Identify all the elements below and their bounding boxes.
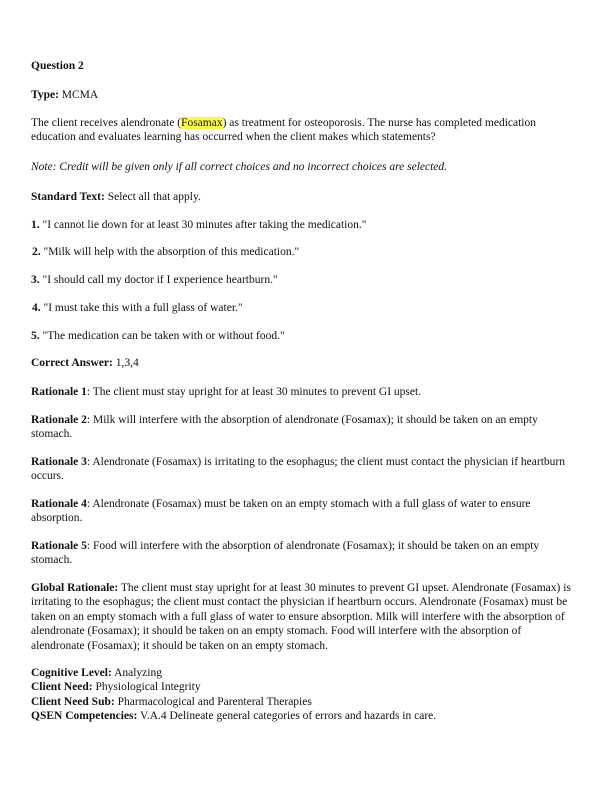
option-number: 4. [32,302,41,314]
meta-label: Cognitive Level: [31,667,112,679]
question-type [31,88,571,102]
rationale-2 [31,413,571,442]
stem-highlighted-drug: Fosamax [181,117,223,129]
option-4 [32,301,572,315]
standard-text-value: Select all that apply. [107,191,201,203]
option-text: "I must take this with a full glass of water." [43,302,243,314]
option-number: 3. [31,274,40,286]
client-need [31,680,571,694]
option-number: 5. [31,330,40,342]
meta-value: Physiological Integrity [95,681,201,694]
rationale-1 [31,385,571,399]
global-rationale-label: Global Rationale: [31,582,119,594]
standard-text-label: Standard Text: [31,191,105,203]
correct-answer-label: Correct Answer: [31,357,113,369]
meta-label: QSEN Competencies: [31,710,138,723]
meta-value: Analyzing [114,667,162,679]
rationale-label: Rationale 3 [31,456,87,468]
qsen-competencies [31,709,571,723]
rationale-text: : Food will interfere with the absorption of alendronate (Fosamax); it should be taken on an empty stomach. [31,540,540,567]
global-rationale [31,581,571,653]
rationale-3 [31,455,571,484]
option-text: "I should call my doctor if I experience heartburn." [42,274,278,286]
option-text: "Milk will help with the absorption of this medication." [43,246,300,258]
cognitive-level [31,666,571,680]
rationale-text: : Alendronate (Fosamax) is irritating to the esophagus; the client must contact the physician if heartburn occurs. [31,456,565,483]
option-text: "The medication can be taken with or without food." [42,330,285,342]
standard-text [31,190,571,204]
meta-label: Client Need Sub: [31,695,115,708]
option-text: "I cannot lie down for at least 30 minutes after taking the medication." [42,219,367,231]
global-rationale-text: The client must stay upright for at least 30 minutes to prevent GI upset. Alendronate (Fosamax) is irritating to the esophagus; the client must contact the physician if heartburn occurs. Alendronate (Fosamax) must be taken on an empty stomach with a full glass of water to ensure absorption. Milk will interfere with the absorption of alendronate (Fosamax); it should be taken on an empty stomach. Food will interfere with the absorption of alendronate (Fosamax); it should be taken on an empty stomach. [31,582,571,652]
option-number: 2. [32,246,41,258]
option-3 [31,273,571,287]
rationale-text: : Milk will interfere with the absorption of alendronate (Fosamax); it should be taken on an empty stomach. [31,414,538,441]
rationale-label: Rationale 2 [31,414,87,426]
correct-answer-value: 1,3,4 [115,357,139,369]
rationale-5 [31,539,571,568]
option-5 [31,329,571,343]
stem-text-before: The client receives alendronate ( [31,117,182,129]
rationale-label: Rationale 5 [31,540,87,552]
correct-answer [31,356,571,370]
option-number: 1. [31,219,40,231]
type-label: Type: [31,89,59,101]
meta-label: Client Need: [31,681,93,694]
rationale-text: : The client must stay upright for at least 30 minutes to prevent GI upset. [86,386,422,398]
meta-value: Pharmacological and Parenteral Therapies [117,695,312,708]
option-2 [32,245,572,259]
option-1 [31,218,571,232]
rationale-text: : Alendronate (Fosamax) must be taken on an empty stomach with a full glass of water to ensure absorption. [31,498,531,525]
client-need-sub [31,695,571,709]
rationale-4 [31,497,571,526]
type-value: MCMA [61,89,99,101]
stem-text-after: ) as treatment for osteoporosis. The nurse has completed medication education and evaluates learning has occurred when the client makes which statements? [31,117,536,144]
rationale-label: Rationale 4 [31,498,87,510]
question-stem [31,116,571,145]
scoring-note: Note: Credit will be given only if all correct choices and no incorrect choices are selected. [31,161,448,173]
meta-value: V.A.4 Delineate general categories of errors and hazards in care. [140,710,437,723]
question-title: Question 2 [31,60,84,72]
classification-block [31,666,571,724]
rationale-label: Rationale 1 [31,386,87,398]
